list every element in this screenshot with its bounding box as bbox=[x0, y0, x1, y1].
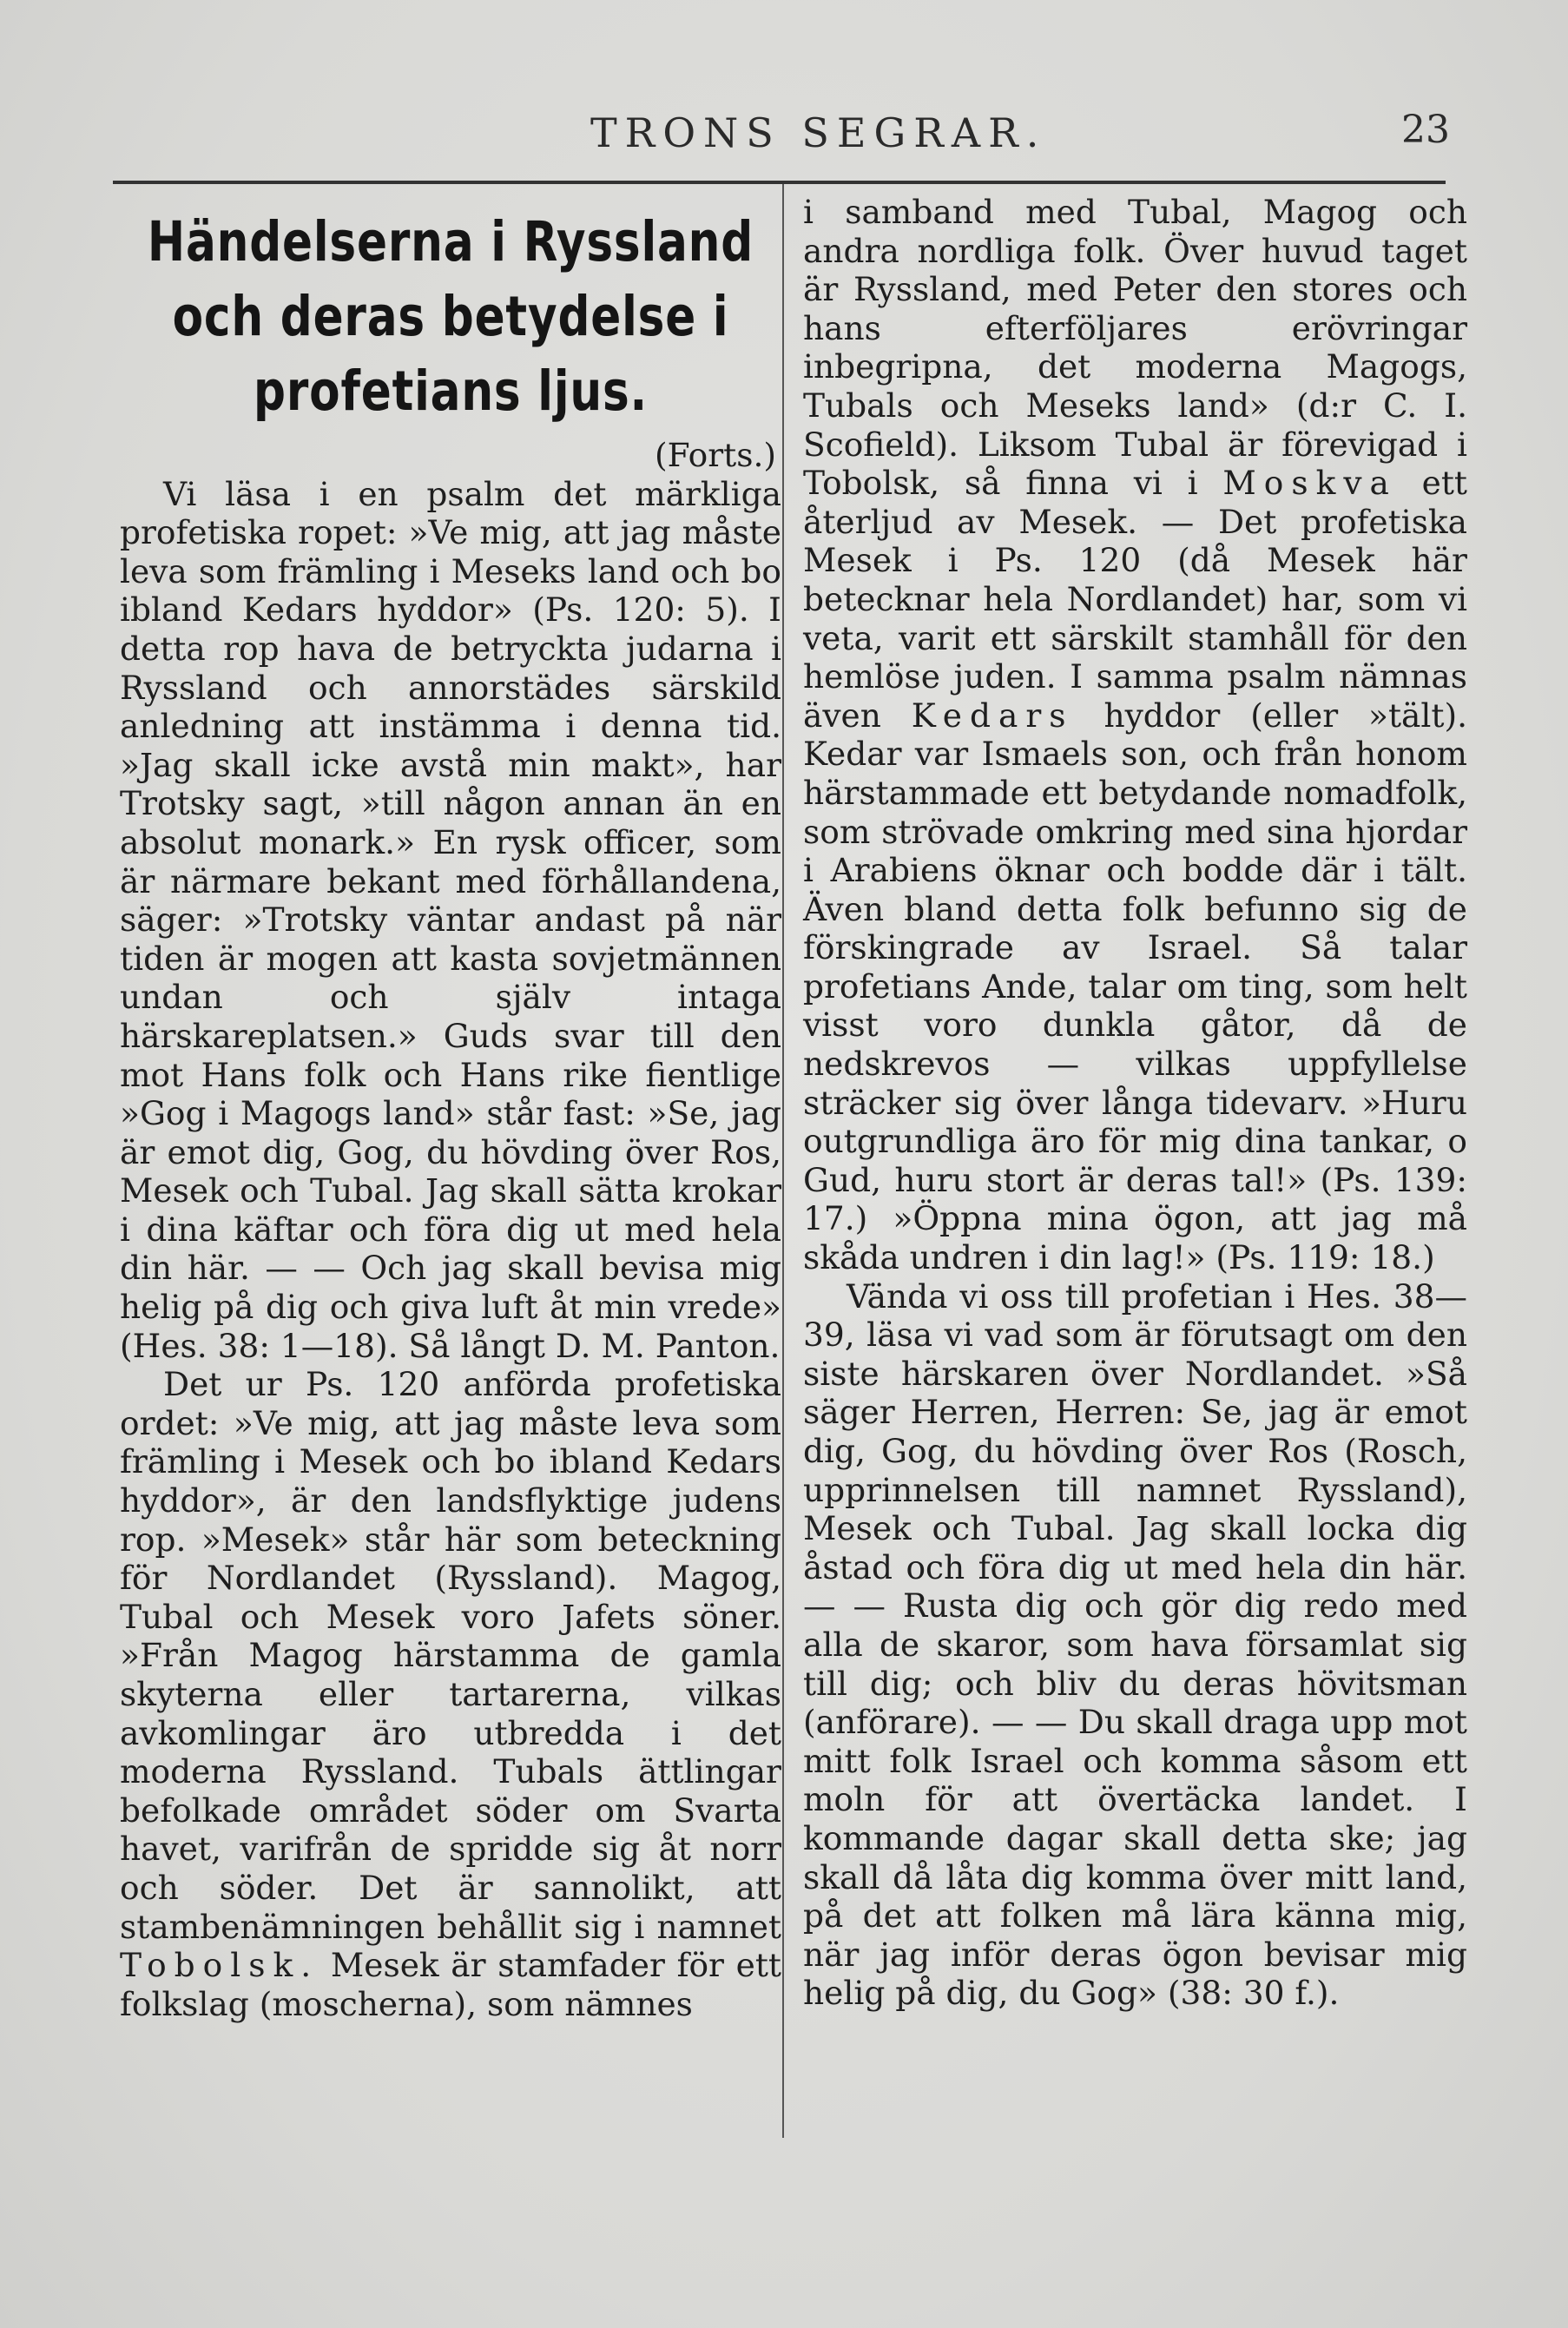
paragraph-text: i samband med Tubal, Magog och andra nordliga folk. Över huvud taget är Ryssland, med Peter den stores och hans efterföljares erövringar inbegripna, det moderna Magogs, Tubals och Meseks land» (d:r C. I. Scofield). Liksom Tubal är förevigad i Tobolsk, så finna vi i bbox=[803, 193, 1467, 503]
page-number: 23 bbox=[1401, 108, 1450, 152]
column-divider bbox=[782, 184, 784, 2138]
article-headline: Händelserna i Ryssland och deras betydelse i profetians ljus. bbox=[147, 210, 754, 423]
paragraph-text: Det ur Ps. 120 anförda profetiska ordet: »Ve mig, att jag måste leva som främling i Mesek och bo ibland Kedars hyddor», är den landsflyktige judens rop. »Mesek» står här som beteckning för Nordlandet (Ryssland). Magog, Tubal och Mesek voro Jafets söner. »Från Magog härstamma de gamla skyterna eller tartarerna, vilkas avkomlingar äro utbredda i det moderna Ryssland. Tubals ättlingar befolkade området söder om Svarta havet, varifrån de spridde sig åt norr och söder. Det är sannolikt, att stambenämningen behållit sig i namnet bbox=[120, 1365, 781, 1946]
running-header bbox=[113, 104, 1450, 165]
paragraph bbox=[803, 193, 1467, 1277]
paragraph-text: ett återljud av Mesek. — Det profetiska Mesek i Ps. 120 (då Mesek här betecknar hela Nordlandet) har, som vi veta, varit ett särskilt stamhåll för den hemlöse juden. I samma psalm nämnas även bbox=[803, 464, 1467, 735]
paragraph: Vända vi oss till profetian i Hes. 38—39, läsa vi vad som är förutsagt om den siste härskaren över Nordlandet. »Så säger Herren, Herren: Se, jag är emot dig, Gog, du hövding över Ros (Rosch, upprinnelsen till namnet Ryssland), Mesek och Tubal. Jag skall locka dig åstad och föra dig ut med hela din här. — — Rusta dig och gör dig redo med alla de skaror, som hava församlat sig till dig; och bliv du deras hövitsman (anförare). — — Du skall draga upp mot mitt folk Israel och komma såsom ett moln för att övertäcka landet. I kommande dagar skall detta ske; jag skall då låta dig komma över mitt land, på det att folken må lära känna mig, när jag inför deras ögon bevisar mig helig på dig, du Gog» (38: 30 f.). bbox=[803, 1276, 1467, 2013]
left-column bbox=[120, 193, 781, 2023]
spaced-word-tobolsk: Tobolsk. bbox=[120, 1946, 320, 1985]
paragraph-text: hyddor (eller »tält). Kedar var Ismaels son, och från honom härstammade ett betydande nomadfolk, som strövade omkring med sina hjordar i Arabiens öknar och bodde där i tält. Även bland detta folk befunno sig de förskingrade av Israel. Så talar profetians Ande, talar om ting, som helt visst voro dunkla gåtor, då de nedskrevos — vilkas uppfyllelse sträcker sig över långa tidevarv. »Huru outgrundliga äro för mig dina tankar, o Gud, huru stort är deras tal!» (Ps. 139: 17.) »Öppna mina ögon, att jag må skåda undren i din lag!» (Ps. 119: 18.) bbox=[803, 696, 1467, 1277]
paragraph bbox=[120, 1365, 781, 2023]
paragraph-text: Mesek är stamfader för ett folkslag (moscherna), som nämnes bbox=[120, 1946, 781, 2023]
paragraph: Vi läsa i en psalm det märkliga profetiska ropet: »Ve mig, att jag måste leva som främling i Meseks land och bo ibland Kedars hyddor» (Ps. 120: 5). I detta rop hava de betryckta judarna i Ryssland och annorstädes särskild anledning att instämma i denna tid. »Jag skall icke avstå min makt», har Trotsky sagt, »till någon annan än en absolut monark.» En rysk officer, som är närmare bekant med förhållandena, säger: »Trotsky väntar andast på när tiden är mogen att kasta sovjetmännen undan och själv intaga härskareplatsen.» Guds svar till den mot Hans folk och Hans rike fientlige »Gog i Magogs land» står fast: »Se, jag är emot dig, Gog, du hövding över Ros, Mesek och Tubal. Jag skall sätta krokar i dina käftar och föra dig ut med hela din här. — — Och jag skall bevisa mig helig på dig och giva luft åt min vrede» (Hes. 38: 1—18). Så långt D. M. Panton. bbox=[120, 474, 781, 1365]
continued-note: (Forts.) bbox=[655, 436, 776, 474]
running-title: TRONS SEGRAR. bbox=[590, 109, 1047, 156]
header-rule bbox=[113, 181, 1446, 184]
right-column bbox=[803, 193, 1467, 2013]
spaced-word-kedars: Kedars bbox=[911, 696, 1074, 735]
spaced-word-moskva: Moskva bbox=[1222, 464, 1397, 503]
